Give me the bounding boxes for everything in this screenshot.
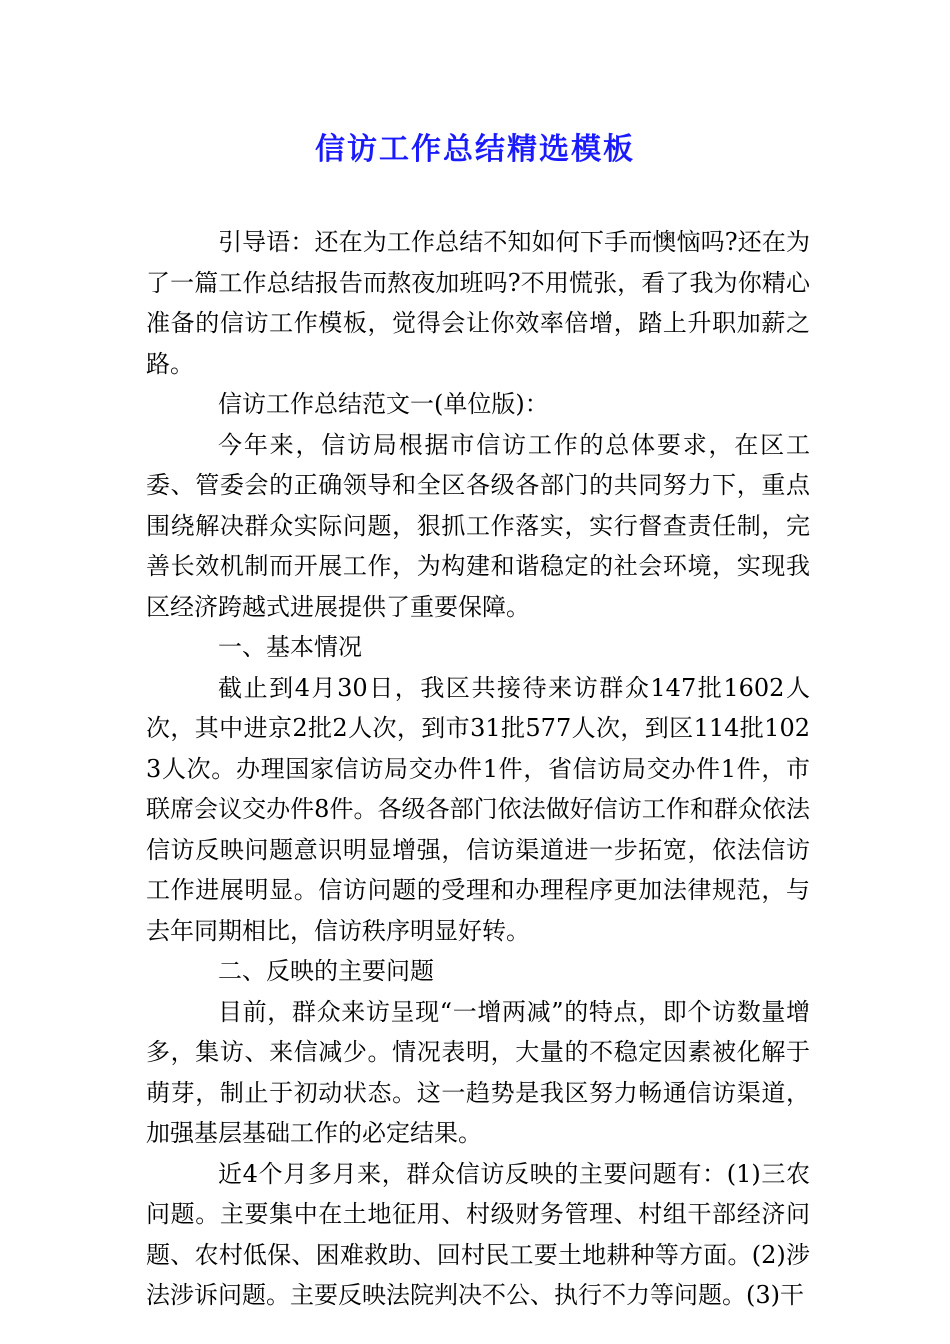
- section-heading-issues: 二、反映的主要问题: [218, 957, 434, 985]
- document-title: 信访工作总结精选模板: [315, 132, 635, 167]
- issues-paragraph: 近4个月多月来，群众信访反映的主要问题有：(1)三农问题。主要集中在土地征用、村级财务管理、村组干部经济问题、农村低保、困难救助、回村民工要土地耕种等方面。(2)涉法涉诉问题。主要反映法院判决不公、执行不力等问题。(3)干: [146, 1159, 810, 1309]
- document-body: [146, 222, 810, 1316]
- trend-paragraph: 目前，群众来访呈现“一增两减”的特点，即个访数量增多，集访、来信减少。情况表明，大量的不稳定因素被化解于萌芽，制止于初动状态。这一趋势是我区努力畅通信访渠道，加强基层基础工作的必定结果。: [146, 997, 810, 1147]
- section-heading-basic: 一、基本情况: [218, 633, 362, 661]
- sample-heading: 信访工作总结范文一(单位版)：: [218, 390, 549, 418]
- basic-situation-paragraph: 截止到4月30日，我区共接待来访群众147批1602人次，其中进京2批2人次，到市31批577人次，到区114批1023人次。办理国家信访局交办件1件，省信访局交办件1件，市联席会议交办件8件。各级各部门依法做好信访工作和群众依法信访反映问题意识明显增强，信访渠道进一步拓宽，依法信访工作进展明显。信访问题的受理和办理程序更加法律规范，与去年同期相比，信访秩序明显好转。: [146, 673, 810, 945]
- intro-paragraph: 引导语：还在为工作总结不知如何下手而懊恼吗?还在为了一篇工作总结报告而熬夜加班吗?不用慌张，看了我为你精心准备的信访工作模板，觉得会让你效率倍增，踏上升职加薪之路。: [146, 228, 810, 378]
- overview-paragraph: 今年来，信访局根据市信访工作的总体要求，在区工委、管委会的正确领导和全区各级各部门的共同努力下，重点围绕解决群众实际问题，狠抓工作落实，实行督查责任制，完善长效机制而开展工作，为构建和谐稳定的社会环境，实现我区经济跨越式进展提供了重要保障。: [146, 430, 810, 621]
